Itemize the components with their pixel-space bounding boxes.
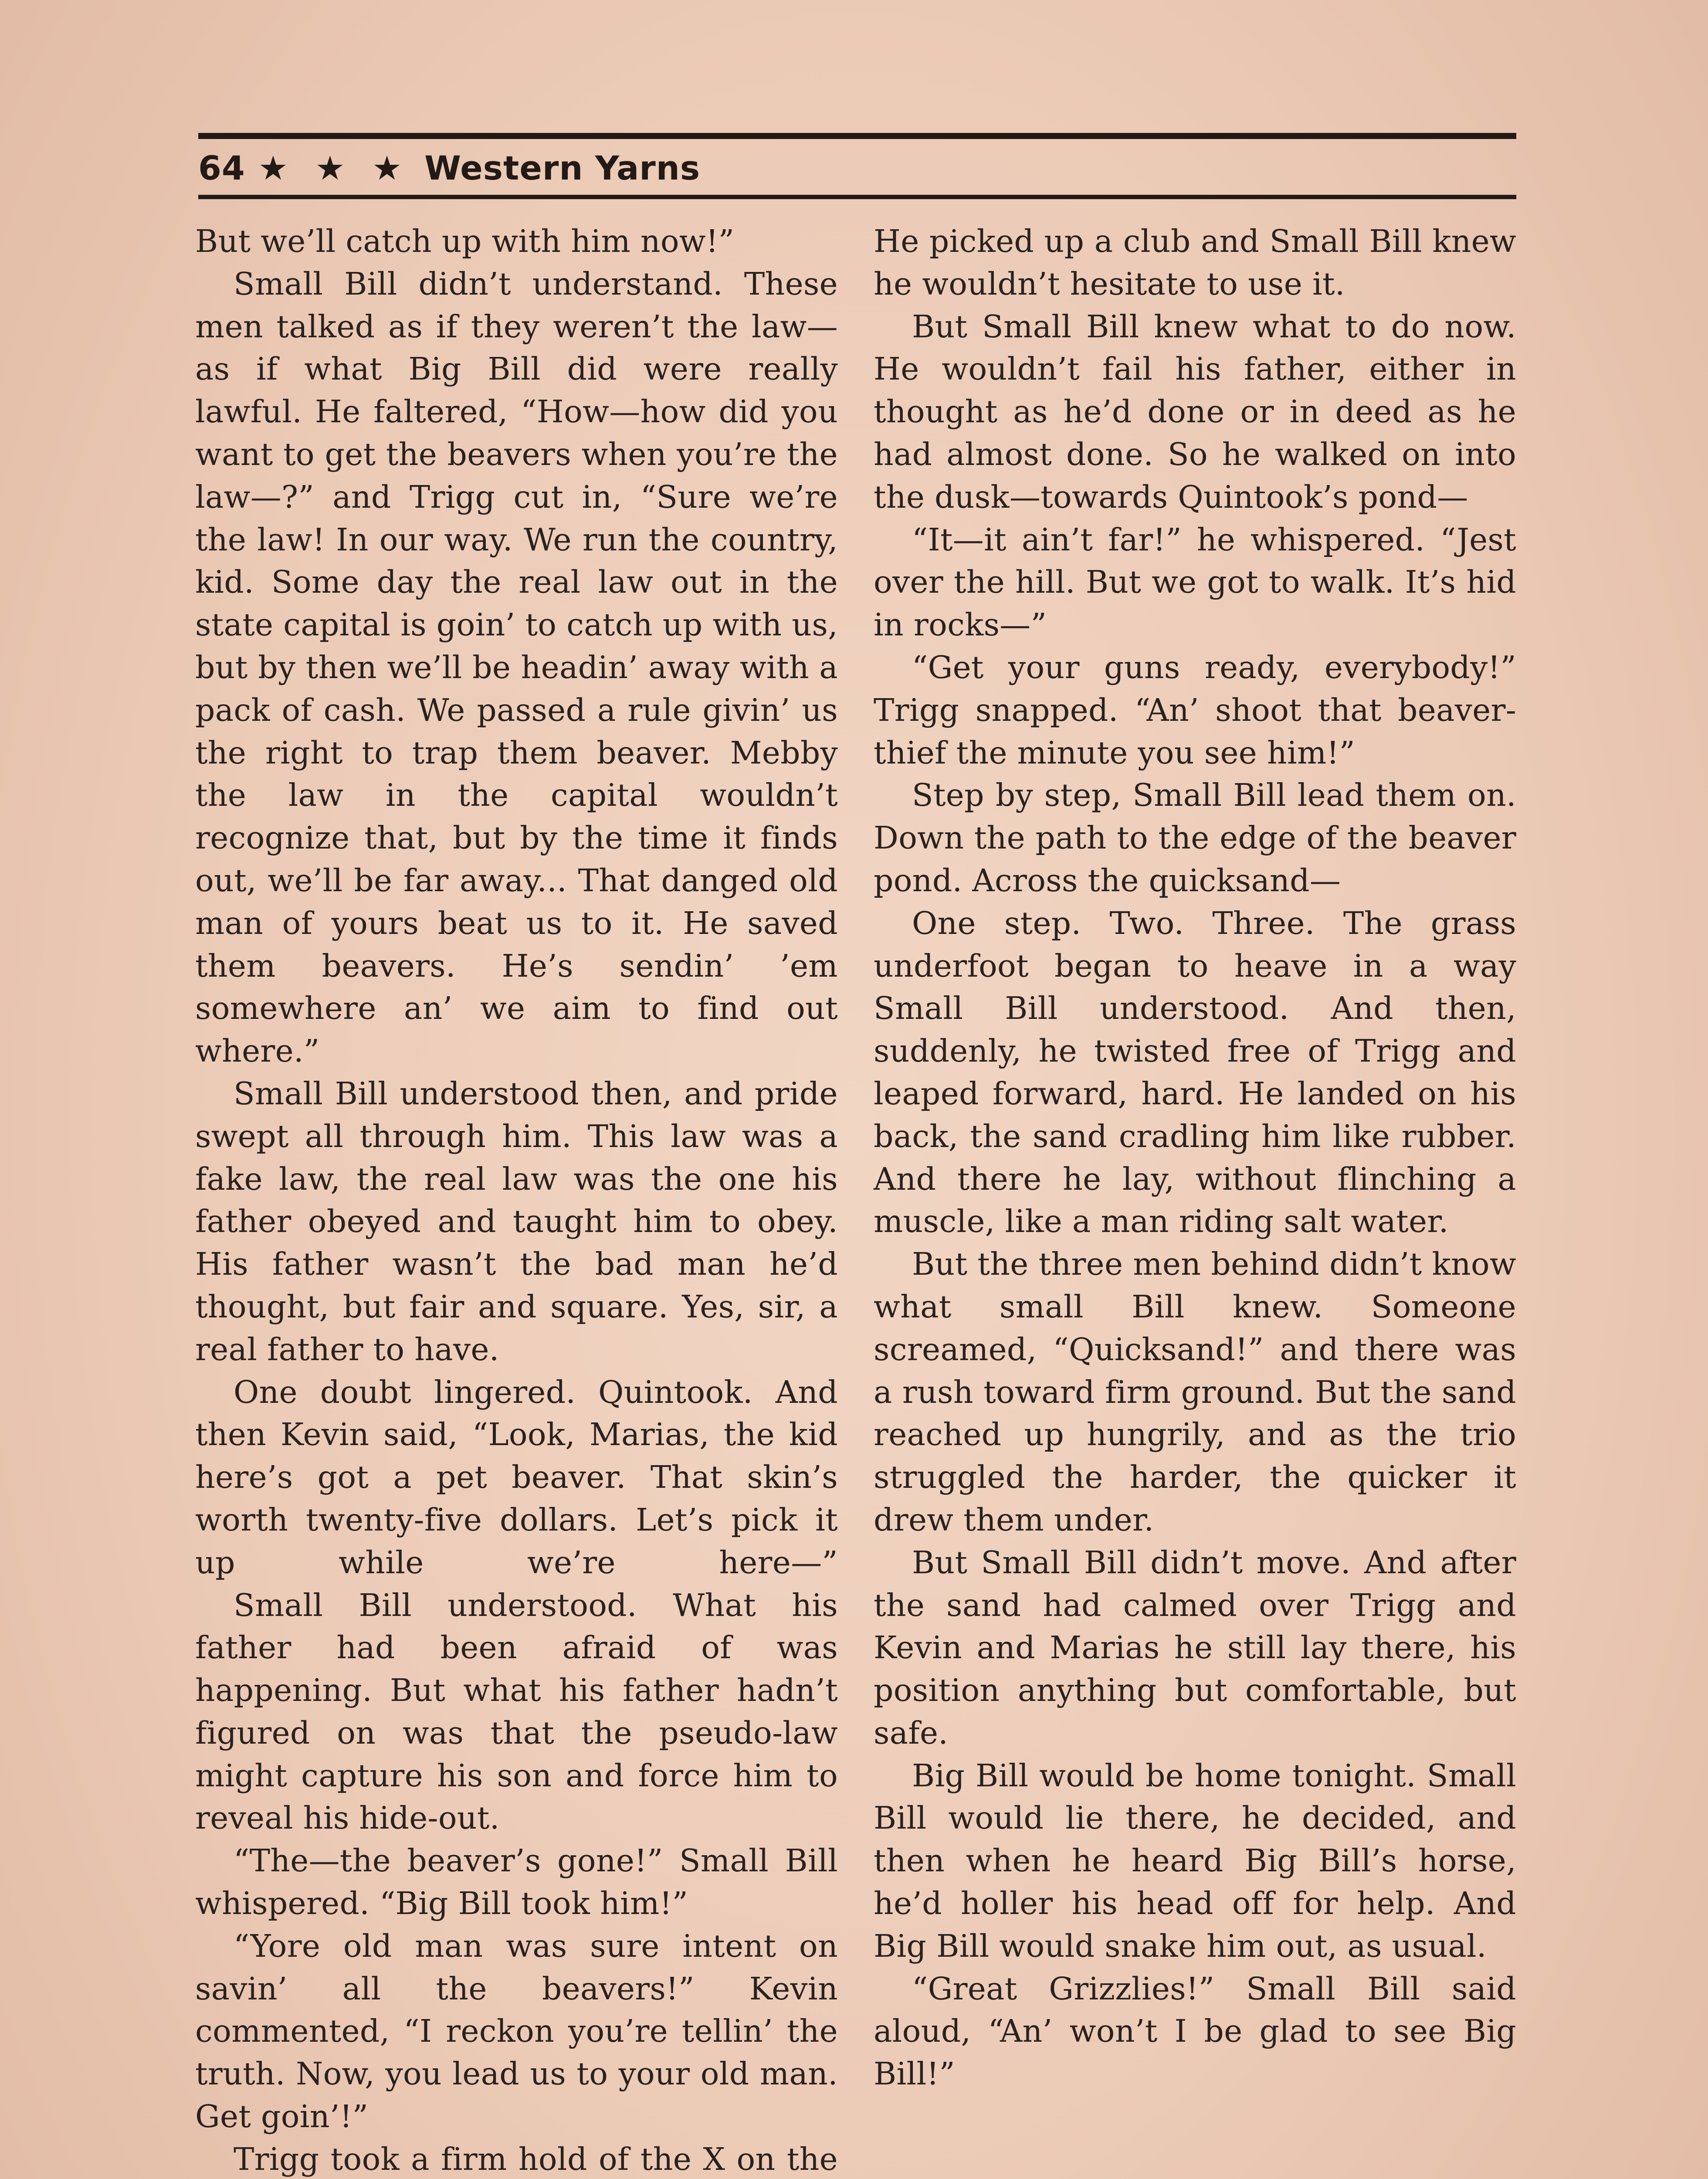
paragraph: “Great Grizzlies!” Small Bill said aloud, “An’ won’t I be glad to see Big Bill!” <box>874 1970 1516 2092</box>
paragraph: Small Bill understood. What his father had been afraid of was happening. But what his father hadn’t figured on was that the pseudo-law might capture his son and force him to reveal his hide-out. <box>195 1587 838 1836</box>
paragraph: But Small Bill didn’t move. And after the sand had calmed over Trigg and Kevin and Marias he still lay there, his position anything but comfortable, but safe. <box>874 1544 1516 1751</box>
paragraph: But the three men behind didn’t know what small Bill knew. Someone screamed, “Quicksand!” and there was a rush toward firm ground. But the sand reached up hungrily, and as the trio struggled the harder, the quicker it drew them under. <box>874 1246 1516 1538</box>
paragraph: “Yore old man was sure intent on savin’ all the beavers!” Kevin commented, “I reckon you’re tellin’ the truth. Now, you lead us to your old man. Get goin’!” <box>195 1928 838 2135</box>
header-bottom-rule <box>198 195 1516 199</box>
right-text-column <box>874 220 1516 2095</box>
paragraph: But we’ll catch up with him now!” <box>195 223 735 259</box>
page-number: 64 <box>198 148 245 187</box>
paragraph: Trigg took a firm hold of the X on the <box>234 2141 838 2177</box>
star-ornament-icon: ★ ★ ★ <box>258 148 410 187</box>
paragraph: But Small Bill knew what to do now. He wouldn’t fail his father, either in thought as he’d done or in deed as he had almost done. So he walked on into the dusk—towards Quintook’s pond— <box>874 308 1516 515</box>
paragraph: Small Bill understood then, and pride swept all through him. This law was a fake law, the real law was the one his father obeyed and taught him to obey. His father wasn’t the bad man he’d thought, but fair and square. Yes, sir, a real father to have. <box>195 1075 838 1368</box>
paragraph: Small Bill didn’t understand. These men talked as if they weren’t the law—as if what Big Bill did were really lawful. He faltered, “How—how did you want to get the beavers when you’re the law—?” and Trigg cut in, “Sure we’re the law! In our way. We run the country, kid. Some day the real law out in the state capital is goin’ to catch up with us, but by then we’ll be headin’ away with a pack of cash. We passed a rule givin’ us the right to trap them beaver. Mebby the law in the capital wouldn’t recognize that, but by the time it finds out, we’ll be far away... That danged old man of yours beat us to it. He saved them beavers. He’s sendin’ ’em somewhere an’ we aim to find out where.” <box>195 265 838 1069</box>
paragraph: “It—it ain’t far!” he whispered. “Jest over the hill. But we got to walk. It’s hid in rocks—” <box>874 521 1516 643</box>
running-header <box>198 146 700 190</box>
left-text-column <box>195 220 838 2179</box>
paragraph: Big Bill would be home tonight. Small Bill would lie there, he decided, and then when he heard Big Bill’s horse, he’d holler his head off for help. And Big Bill would snake him out, as usual. <box>874 1757 1516 1964</box>
paragraph: “Get your guns ready, everybody!” Trigg snapped. “An’ shoot that beaver-thief the minute you see him!” <box>874 649 1516 771</box>
paragraph: Step by step, Small Bill lead them on. Down the path to the edge of the beaver pond. Across the quicksand— <box>874 777 1516 899</box>
paragraph: One doubt lingered. Quintook. And then Kevin said, “Look, Marias, the kid here’s got a pet beaver. That skin’s worth twenty-five dollars. Let’s pick it up while we’re here—” <box>195 1374 838 1581</box>
paragraph: He picked up a club and Small Bill knew he wouldn’t hesitate to use it. <box>874 223 1516 302</box>
magazine-title: Western Yarns <box>424 148 701 187</box>
paragraph: “The—the beaver’s gone!” Small Bill whispered. “Big Bill took him!” <box>195 1843 838 1922</box>
header-top-rule <box>198 133 1516 139</box>
paragraph: One step. Two. Three. The grass underfoot began to heave in a way Small Bill understood. And then, suddenly, he twisted free of Trigg and leaped forward, hard. He landed on his back, the sand cradling him like rubber. And there he lay, without flinching a muscle, like a man riding salt water. <box>874 905 1516 1240</box>
